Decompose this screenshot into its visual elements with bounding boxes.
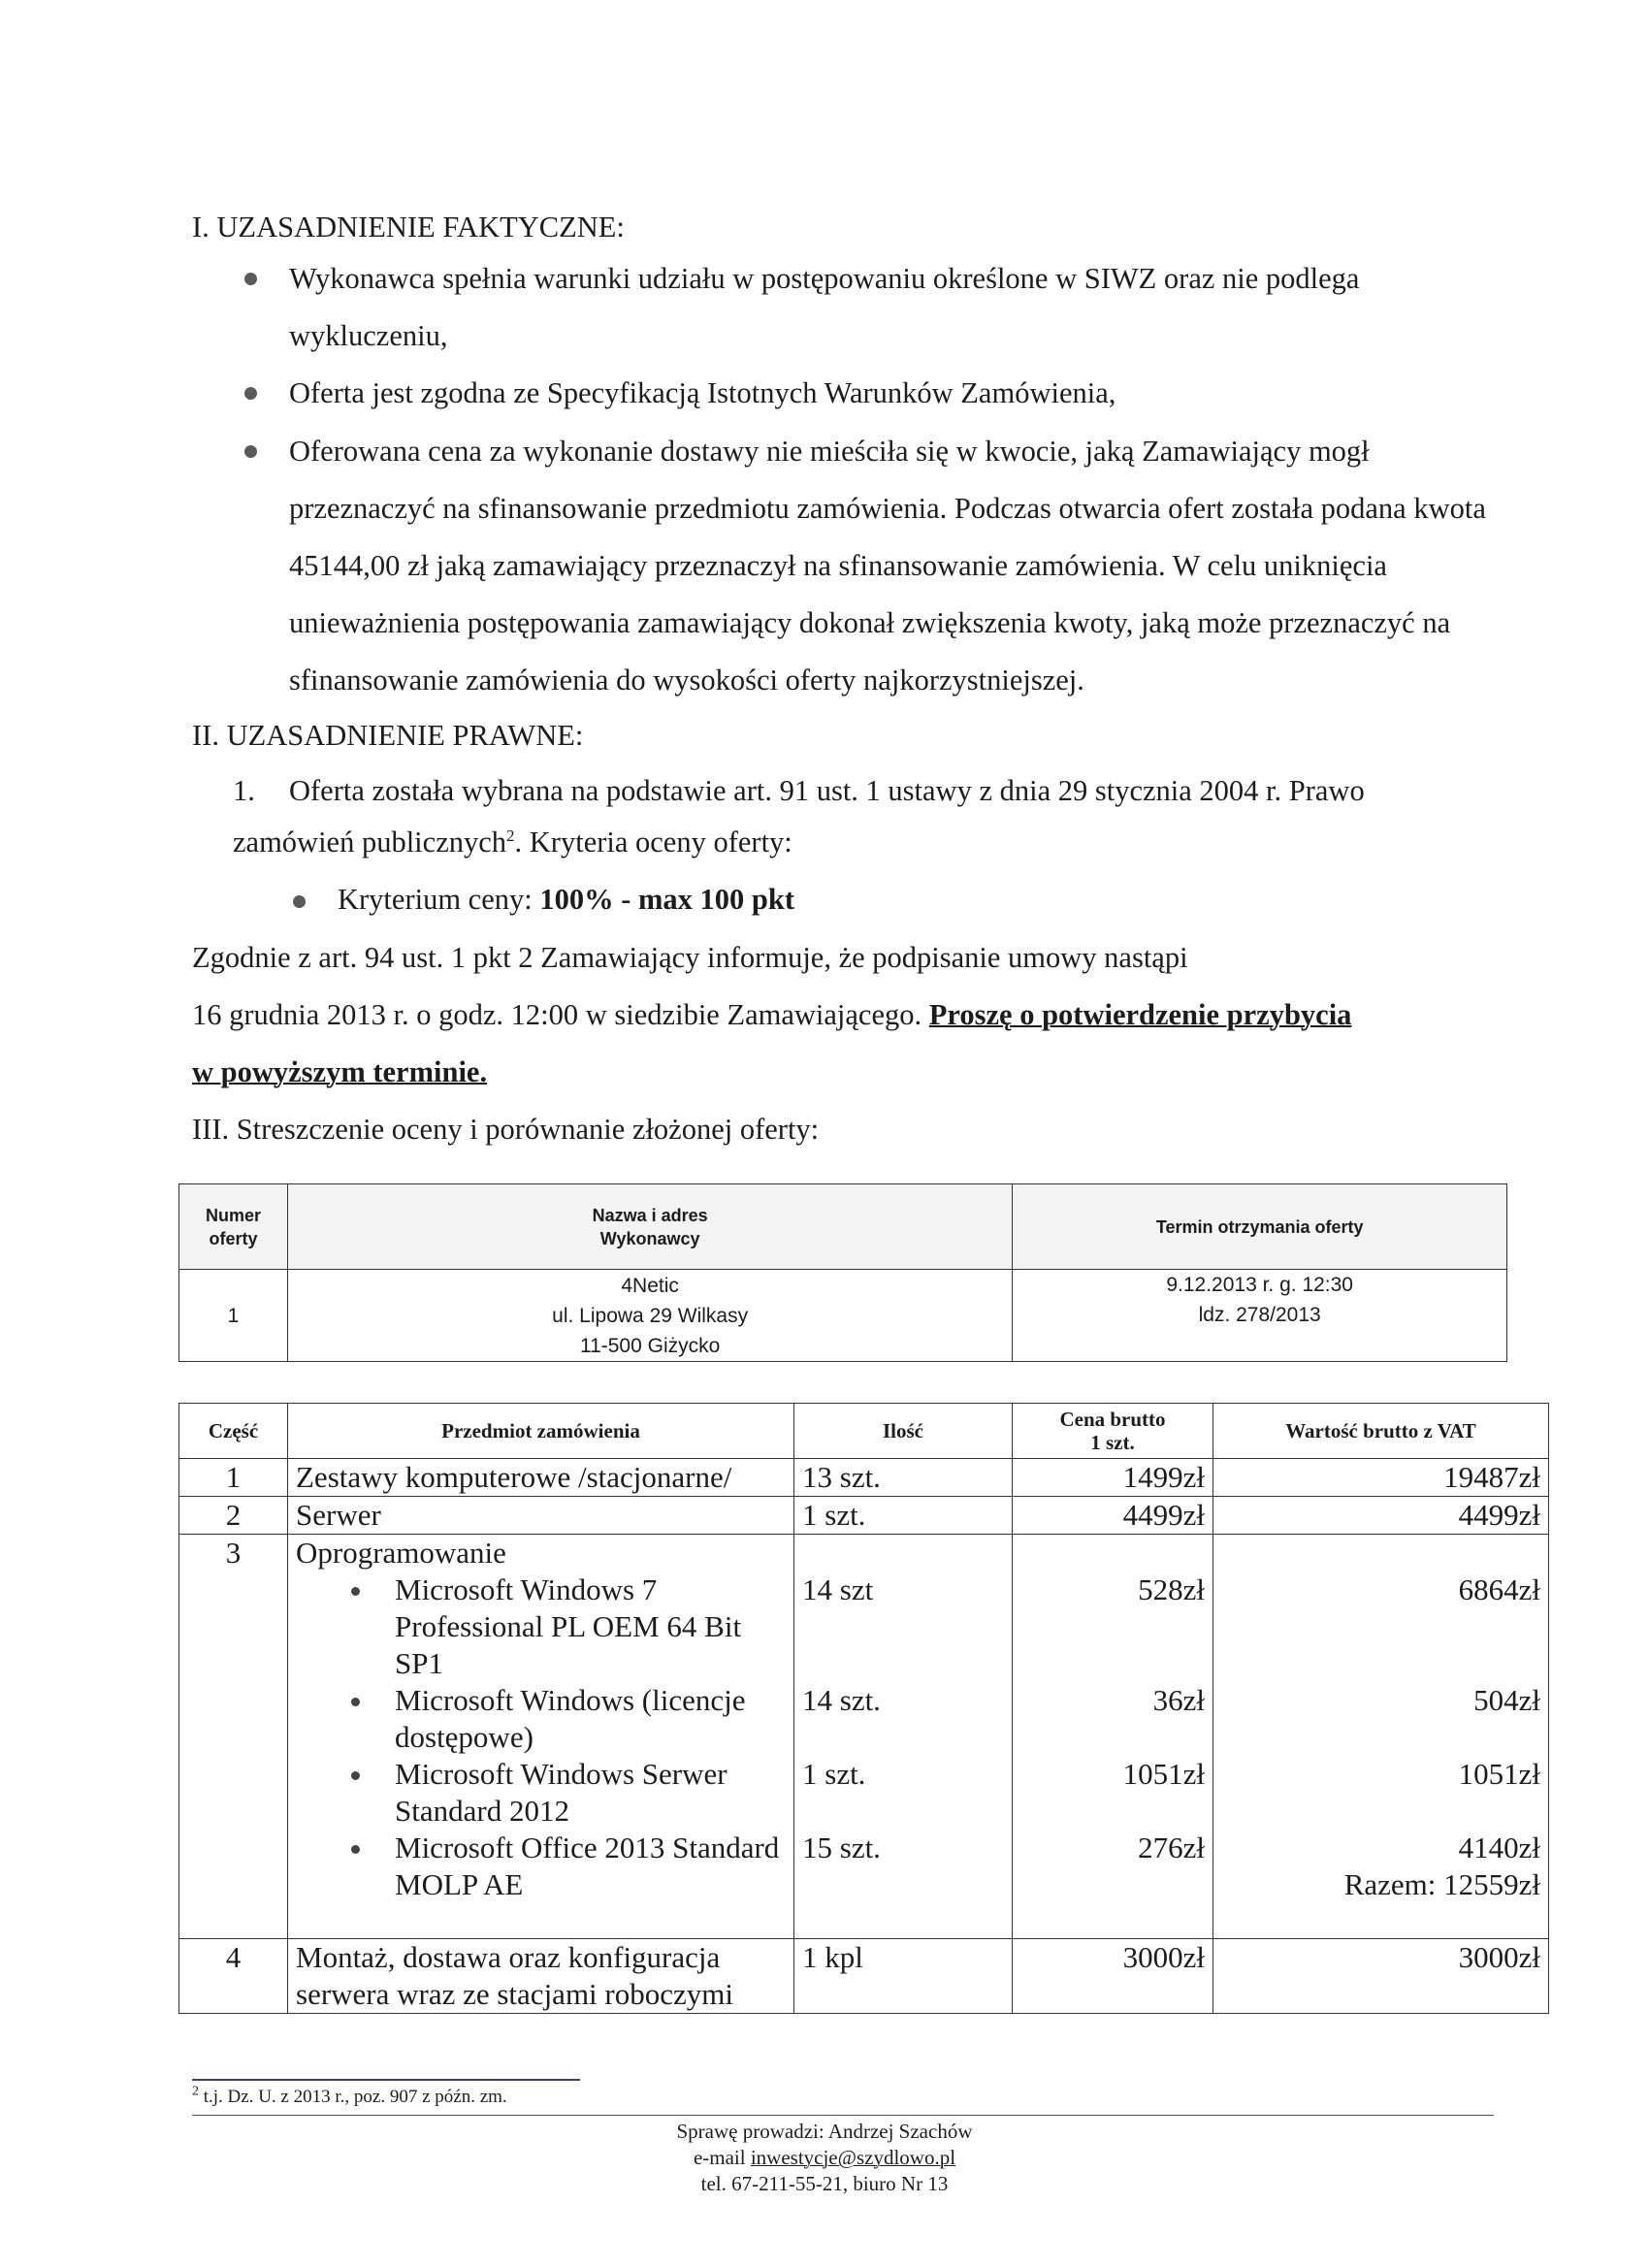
header-price — [1013, 1404, 1213, 1459]
criteria-intro: . Kryteria oceny oferty: — [514, 826, 792, 859]
quantity: 1 szt. — [794, 1497, 1013, 1535]
list-item — [296, 1830, 786, 1903]
contact-email-line — [534, 2145, 1116, 2171]
gross-value: 3000zł — [1213, 1939, 1549, 2014]
bullet-dot — [244, 445, 257, 458]
header-text: Cena brutto — [1059, 1408, 1166, 1431]
part-number: 3 — [179, 1535, 288, 1939]
header-contractor — [287, 1184, 1012, 1270]
footnote-separator — [192, 2079, 580, 2081]
contact-phone: tel. 67-211-55-21, biuro Nr 13 — [700, 2172, 949, 2195]
footnote-text: t.j. Dz. U. z 2013 r., poz. 907 z późn. zm. — [203, 2087, 507, 2107]
offer-table — [178, 1183, 1507, 1362]
spacer — [1221, 1535, 1540, 1571]
notice-line-2 — [192, 995, 1351, 1034]
bullet-dot — [244, 273, 257, 285]
footnote — [192, 2086, 507, 2109]
contractor-street: ul. Lipowa 29 Wilkasy — [552, 1304, 749, 1327]
table-row — [179, 1535, 1549, 1939]
subject: Serwer — [288, 1497, 794, 1535]
unit-price: 3000zł — [1013, 1939, 1213, 2014]
legal-item-text-line1: Oferta została wybrana na podstawie art. 91 ust. 1 ustawy z dnia 29 stycznia 2004 r. Prawo — [289, 774, 1365, 807]
notice-date: 16 grudnia 2013 r. o godz. 12:00 w siedzibie Zamawiającego. — [192, 998, 929, 1031]
header-text: Numer — [205, 1205, 261, 1225]
section3-heading: III. Streszczenie oceny i porównanie złożonej oferty: — [192, 1113, 820, 1146]
qty-cell — [794, 1535, 1013, 1939]
contact-person: Sprawę prowadzi: Andrzej Szachów — [676, 2120, 973, 2143]
email-label: e-mail — [693, 2146, 751, 2169]
header-text: Termin otrzymania oferty — [1155, 1216, 1364, 1237]
part-number: 2 — [179, 1497, 288, 1535]
legal-item-number: 1. — [233, 774, 255, 807]
unit-price: 276zł — [1138, 1831, 1205, 1864]
quantity: 1 kpl — [794, 1939, 1013, 2014]
software-list — [296, 1571, 786, 1903]
footnote-ref: 2 — [506, 826, 515, 845]
header-subject: Przedmiot zamówienia — [288, 1404, 794, 1459]
section1-bullet-3: Oferowana cena za wykonanie dostawy nie mieściła się w kwocie, jaką Zamawiający mogł przeznaczyć na sfinansowanie przedmiotu zamówienia. Podczas otwarcia ofert została podana kwota 45144,00 zł jaką zamawiający przeznaczył na sfinansowanie zamówienia. W celu uniknięcia unieważnienia postępowania zamawiający dokonał zwiększenia kwoty, jaką może przeznaczyć na sfinansowanie zamówienia do wysokości oferty najkorzystniejszej. — [289, 435, 1486, 697]
gross-value: 4140zł — [1458, 1831, 1540, 1864]
notice-request-cont: w powyższym terminie. — [192, 1055, 488, 1088]
criterion — [338, 880, 794, 919]
section1-bullet-1: Wykonawca spełnia warunki udziału w postępowaniu określone w SIWZ oraz nie podlega wykluczeniu, — [289, 262, 1360, 352]
header-text: Wykonawcy — [599, 1228, 700, 1248]
section2-heading: II. UZASADNIENIE PRAWNE: — [192, 719, 584, 752]
part-number: 4 — [179, 1939, 288, 2014]
unit-price: 36zł — [1152, 1683, 1205, 1717]
footnote-marker: 2 — [192, 2084, 199, 2099]
header-receipt-date — [1013, 1184, 1507, 1270]
list-item — [296, 1756, 786, 1830]
header-offer-number — [179, 1184, 288, 1270]
table-row — [179, 1497, 1549, 1535]
part-number: 1 — [179, 1459, 288, 1497]
unit-price: 1051zł — [1122, 1757, 1205, 1791]
gross-value: 504zł — [1473, 1683, 1540, 1717]
software-total: Razem: 12559zł — [1343, 1867, 1540, 1901]
subject: Zestawy komputerowe /stacjonarne/ — [288, 1459, 794, 1497]
gross-value: 19487zł — [1213, 1459, 1549, 1497]
quantity: 1 szt. — [802, 1757, 866, 1791]
header-text: 1 szt. — [1090, 1431, 1135, 1454]
criterion-value: 100% - max 100 pkt — [539, 883, 795, 916]
contractor-name: 4Netic — [621, 1274, 679, 1297]
receipt-cell — [1013, 1270, 1507, 1362]
footer-rule — [192, 2115, 1494, 2116]
price-cell — [1013, 1535, 1213, 1939]
subject: Oprogramowanie — [296, 1536, 506, 1570]
header-text: Nazwa i adres — [592, 1205, 708, 1225]
unit-price: 1499zł — [1013, 1459, 1213, 1497]
subject: Montaż, dostawa oraz konfiguracja serwera wraz ze stacjami roboczymi — [288, 1939, 794, 2014]
bullet-dot — [351, 1845, 360, 1854]
software-name: Microsoft Windows (licencje dostępowe) — [395, 1683, 746, 1754]
table-row — [179, 1459, 1549, 1497]
offer-table-row — [179, 1270, 1507, 1362]
items-table — [178, 1403, 1549, 2014]
header-value: Wartość brutto z VAT — [1213, 1404, 1549, 1459]
offer-table-header — [179, 1184, 1507, 1270]
quantity: 14 szt — [802, 1572, 874, 1606]
receipt-date: 9.12.2013 r. g. 12:30 — [1166, 1274, 1353, 1296]
law-name: zamówień publicznych — [233, 826, 507, 859]
bullet-dot — [351, 1587, 360, 1596]
unit-price: 528zł — [1138, 1572, 1205, 1606]
gross-value: 4499zł — [1213, 1497, 1549, 1535]
contact-block — [534, 2119, 1116, 2197]
value-cell — [1213, 1535, 1549, 1939]
spacer — [1020, 1535, 1205, 1571]
criterion-label: Kryterium ceny: — [338, 883, 540, 916]
gross-value: 1051zł — [1458, 1757, 1540, 1791]
subject-cell — [288, 1535, 794, 1939]
list-item — [296, 1682, 786, 1756]
email-link[interactable]: inwestycje@szydlowo.pl — [750, 2146, 956, 2169]
bullet-dot — [351, 1771, 360, 1780]
quantity: 14 szt. — [802, 1683, 881, 1717]
list-item — [296, 1571, 786, 1682]
section1-bullet-2: Oferta jest zgodna ze Specyfikacją Istotnych Warunków Zamówienia, — [289, 376, 1116, 409]
notice-line-3 — [192, 1053, 487, 1091]
software-name: Microsoft Windows 7 Professional PL OEM 64 Bit SP1 — [395, 1572, 742, 1680]
bullet-dot — [293, 895, 306, 908]
notice-request: Proszę o potwierdzenie przybycia — [928, 998, 1352, 1031]
unit-price: 4499zł — [1013, 1497, 1213, 1535]
legal-item-text-line2 — [233, 823, 792, 861]
items-table-header — [179, 1404, 1549, 1459]
header-part: Część — [179, 1404, 288, 1459]
notice-line-1: Zgodnie z art. 94 ust. 1 pkt 2 Zamawiający informuje, że podpisanie umowy nastąpi — [192, 941, 1188, 974]
software-name: Microsoft Office 2013 Standard MOLP AE — [395, 1831, 780, 1901]
gross-value: 6864zł — [1458, 1572, 1540, 1606]
bullet-dot — [351, 1698, 360, 1706]
offer-number: 1 — [179, 1270, 288, 1362]
bullet-dot — [244, 387, 257, 400]
software-name: Microsoft Windows Serwer Standard 2012 — [395, 1757, 728, 1828]
quantity: 13 szt. — [794, 1459, 1013, 1497]
header-qty: Ilość — [794, 1404, 1013, 1459]
table-row — [179, 1939, 1549, 2014]
contractor-cell — [287, 1270, 1012, 1362]
section1-heading: I. UZASADNIENIE FAKTYCZNE: — [192, 211, 625, 243]
header-text: oferty — [209, 1228, 258, 1248]
spacer — [802, 1535, 1004, 1571]
quantity: 15 szt. — [802, 1831, 881, 1864]
receipt-ref: ldz. 278/2013 — [1198, 1304, 1321, 1326]
contractor-city: 11-500 Giżycko — [579, 1334, 721, 1357]
